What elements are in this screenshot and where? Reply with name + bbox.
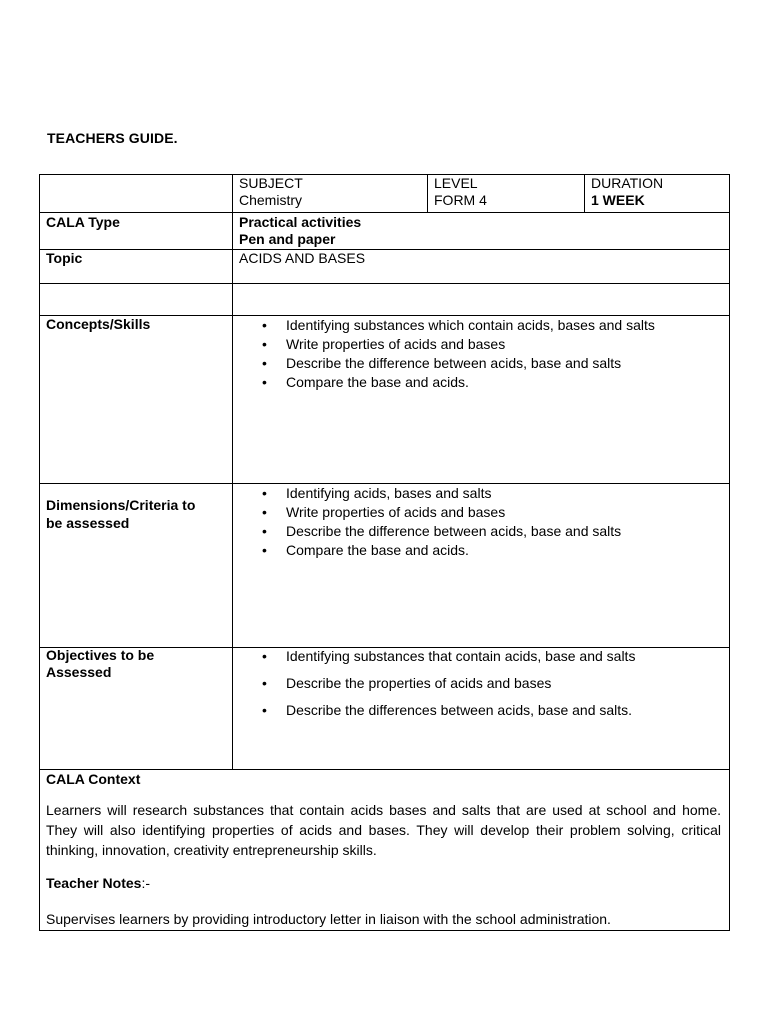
list-item: • Describe the properties of acids and bases <box>233 674 635 701</box>
cala-context-label: CALA Context <box>46 771 141 787</box>
level-label: LEVEL <box>434 175 478 191</box>
list-item: • Identifying acids, bases and salts <box>233 484 621 503</box>
dimensions-label: be assessed <box>46 515 130 531</box>
cala-type-line: Practical activities <box>239 214 362 230</box>
topic-label: Topic <box>46 250 83 266</box>
duration-value: 1 WEEK <box>591 192 645 208</box>
teacher-notes-text: Supervises learners by providing introductory letter in liaison with the school administration. <box>46 911 611 927</box>
teacher-notes-heading <box>46 875 150 892</box>
row-divider <box>39 769 730 770</box>
list-item: • Compare the base and acids. <box>233 541 621 560</box>
column-divider <box>584 174 585 213</box>
column-divider <box>427 174 428 213</box>
list-item: • Describe the difference between acids, base and salts <box>233 522 621 541</box>
cala-context-paragraph: Learners will research substances that contain acids bases and salts that are used at school and home. They will also identifying properties of acids and bases. They will develop their problem solving, critical thinking, innovation, creativity entrepreneurship skills. <box>46 802 721 858</box>
row-divider <box>39 283 730 284</box>
concepts-label: Concepts/Skills <box>46 316 151 332</box>
objectives-label: Assessed <box>46 664 112 680</box>
subject-label: SUBJECT <box>239 175 303 191</box>
list-item: • Compare the base and acids. <box>233 373 655 392</box>
page-heading: TEACHERS GUIDE. <box>47 130 178 146</box>
list-item: • Describe the differences between acids, base and salts. <box>233 701 635 728</box>
row-divider <box>39 249 730 250</box>
level-value: FORM 4 <box>434 192 487 208</box>
objectives-list <box>233 647 635 728</box>
concepts-list <box>233 316 655 392</box>
dimensions-list <box>233 484 621 560</box>
subject-value: Chemistry <box>239 192 303 208</box>
row-divider <box>39 212 730 213</box>
cala-type-line: Pen and paper <box>239 231 336 247</box>
list-item: • Write properties of acids and bases <box>233 335 655 354</box>
dimensions-label: Dimensions/Criteria to <box>46 497 196 513</box>
list-item: • Identifying substances which contain acids, bases and salts <box>233 316 655 335</box>
objectives-label: Objectives to be <box>46 647 155 663</box>
duration-label: DURATION <box>591 175 664 191</box>
cala-type-label: CALA Type <box>46 214 120 230</box>
teacher-notes-suffix: :- <box>141 875 151 891</box>
list-item: • Identifying substances that contain acids, base and salts <box>233 647 635 674</box>
list-item: • Describe the difference between acids, base and salts <box>233 354 655 373</box>
topic-value: ACIDS AND BASES <box>239 250 366 266</box>
teacher-notes-label: Teacher Notes <box>46 875 142 891</box>
list-item: • Write properties of acids and bases <box>233 503 621 522</box>
